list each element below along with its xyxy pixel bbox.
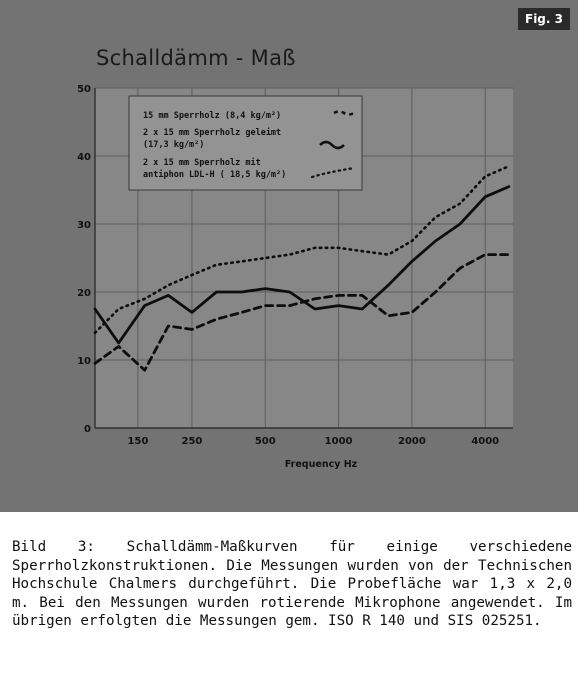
y-tick-label: 40: [77, 152, 91, 163]
legend-entry-1-line: 15 mm Sperrholz (8,4 kg/m²): [143, 111, 282, 121]
x-axis-title: Frequency Hz: [284, 459, 358, 470]
legend-entry-3-line-2: antiphon LDL-H ( 18,5 kg/m²): [143, 170, 287, 180]
x-tick-label: 2000: [397, 436, 426, 447]
legend-entry-2-line-2: (17,3 kg/m²): [143, 140, 205, 150]
figure-caption: Bild 3: Schalldämm-Maßkurven für einige verschiedene Sperrholzkonstruktionen. Die Messungen wurden von der Technischen Hochschule Chalmers durchgeführt. Die Probefläche war 1,3 x 2,0 m. Bei den Messungen wurden rotierende Mikrophone angewendet. Im übrigen erfolgten die Messungen gem. ISO R 140 und SIS 025251.: [12, 539, 572, 629]
legend-entry-2-line-1: 2 x 15 mm Sperrholz geleimt: [143, 128, 282, 138]
legend-entry-1-label: [143, 111, 281, 121]
y-tick-label: 30: [77, 220, 91, 231]
figure-label: Fig. 3: [518, 8, 570, 30]
y-tick-label: 0: [84, 424, 91, 435]
y-axis-ticks: [77, 84, 91, 435]
x-tick-label: 1000: [324, 436, 353, 447]
chart-title: Schalldämm - Maß: [96, 46, 296, 70]
y-tick-label: 10: [77, 356, 91, 367]
legend: [129, 96, 362, 190]
y-tick-label: 50: [77, 84, 91, 95]
legend-entry-3-line-1: 2 x 15 mm Sperrholz mit: [143, 158, 261, 168]
x-tick-label: 150: [127, 436, 149, 447]
y-tick-label: 20: [77, 288, 91, 299]
x-tick-label: 4000: [471, 436, 500, 447]
x-tick-label: 500: [254, 436, 276, 447]
x-axis-ticks: [127, 436, 499, 447]
x-tick-label: 250: [181, 436, 203, 447]
